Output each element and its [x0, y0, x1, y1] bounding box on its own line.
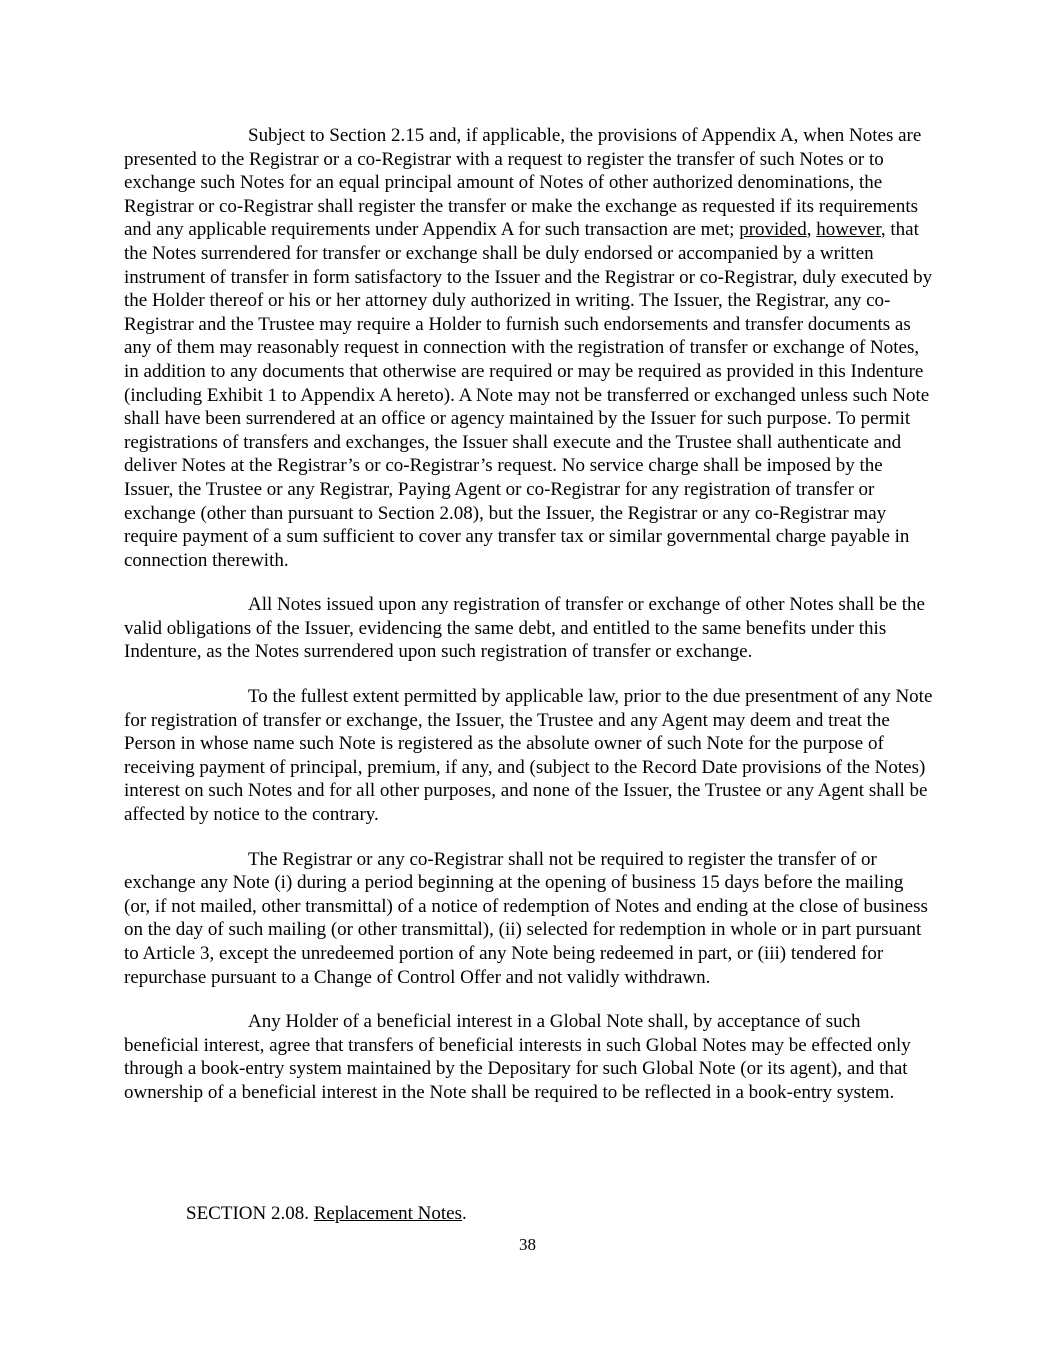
paragraph-registrar-not-required: The Registrar or any co-Registrar shall not be required to register the transfer of or exchange any Note (i) during a period beginning at the opening of business 15 days before the mailing (or, if not mailed, other transmittal) of a notice of redemption of Notes and ending at the close of business on the day of such mailing (or other transmittal), (ii) selected for redemption in whole or in part pursuant to Article 3, except the unredeemed portion of any Note being redeemed in part, or (iii) tendered for repurchase pursuant to a Change of Control Offer and not validly withdrawn. — [124, 848, 928, 988]
paragraph-global-note-beneficial-interest: Any Holder of a beneficial interest in a Global Note shall, by acceptance of such beneficial interest, agree that transfers of beneficial interests in such Global Notes may be effected only through a book-entry system maintained by the Depositary for such Global Note (or its agent), and that ownership of a beneficial interest in the Note shall be required to be reflected in a book-entry system. — [124, 1011, 911, 1103]
however-term: however — [816, 219, 881, 241]
paragraph-valid-obligations: All Notes issued upon any registration of transfer or exchange of other Notes shall be the valid obligations of the Issuer, evidencing the same debt, and entitled to the same benefits under this Indenture, as the Notes surrendered upon such registration of transfer or exchange. — [124, 594, 925, 663]
section-period: . — [462, 1203, 467, 1224]
section-heading — [186, 1202, 467, 1226]
paragraph-absolute-owner: To the fullest extent permitted by applicable law, prior to the due presentment of any Note for registration of transfer or exchange, the Issuer, the Trustee and any Agent may deem and treat the Person in whose name such Note is registered as the absolute owner of such Note for the purpose of receiving payment of principal, premium, if any, and (subject to the Record Date provisions of the Notes) interest on such Notes and for all other purposes, and none of the Issuer, the Trustee or any Agent shall be affected by notice to the contrary. — [124, 686, 933, 826]
section-title: Replacement Notes — [313, 1203, 462, 1224]
page-number: 38 — [519, 1235, 536, 1254]
provided-term: provided — [739, 219, 807, 241]
paragraph-text: , that the Notes surrendered for transfer or exchange shall be duly endorsed or accompanied by a written instrument of transfer in form satisfactory to the Issuer and the Registrar or co-Registrar, duly executed by the Holder thereof or his or her attorney duly authorized in writing. The Issuer, the Registrar, any co-Registrar and the Trustee may require a Holder to furnish such endorsements and transfer documents as any of them may reasonably request in connection with the registration of transfer or exchange of Notes, in addition to any documents that otherwise are required or may be required as provided in this Indenture (including Exhibit 1 to Appendix A hereto). A Note may not be transferred or exchanged unless such Note shall have been surrendered at an office or agency maintained by the Issuer for such purpose. To permit registrations of transfers and exchanges, the Issuer shall execute and the Trustee shall authenticate and deliver Notes at the Registrar’s or co-Registrar’s request. No service charge shall be imposed by the Issuer, the Trustee or any Registrar, Paying Agent or co-Registrar for any registration of transfer or exchange (other than pursuant to Section 2.08), but the Issuer, the Registrar or any co-Registrar may require payment of a sum sufficient to cover any transfer tax or similar governmental charge payable in connection therewith. — [124, 219, 933, 571]
paragraph-text: Subject to Section 2.15 and, if applicable, the provisions of Appendix A, when Notes are presented to the Registrar or a co-Registrar with a request to register the transfer of such Notes or to exchange such Notes for an equal principal amount of Notes of other authorized denominations, the Registrar or co-Registrar shall register the transfer or make the exchange as requested if its requirements and any applicable requirements under Appendix A for such transaction are met; — [124, 125, 922, 241]
section-number: SECTION 2.08. — [186, 1203, 314, 1224]
document-body — [124, 124, 934, 1126]
paragraph-text: , — [806, 219, 817, 241]
paragraph-transfer-and-exchange — [124, 124, 934, 572]
